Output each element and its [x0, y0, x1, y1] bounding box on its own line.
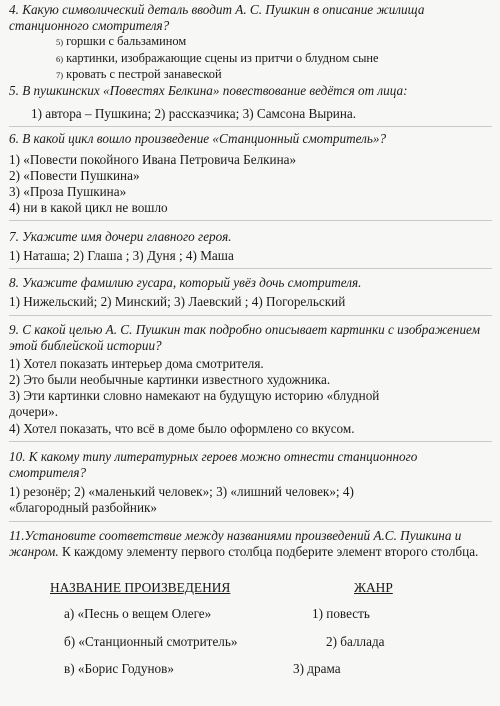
question-10: 10. К какому типу литературных героев можно отнести станционного смотрителя?	[9, 449, 418, 480]
table-header-work: НАЗВАНИЕ ПРОИЗВЕДЕНИЯ	[50, 580, 231, 595]
q10-answers-line1: 1) резонёр; 2) «маленький человек»; 3) «лишний человек»; 4)	[9, 484, 354, 499]
work-row-a: а) «Песнь о вещем Олеге»	[64, 606, 212, 621]
q4-option-2: 6) картинки, изображающие сцены из притчи о блудном сыне	[56, 51, 379, 65]
divider	[9, 220, 492, 221]
q6-option-1: 1) «Повести покойного Ивана Петровича Белкина»	[9, 152, 297, 167]
q4-option-1: 5) горшки с бальзамином	[56, 34, 187, 48]
q9-option-1: 1) Хотел показать интерьер дома смотрителя.	[9, 356, 264, 371]
question-8: 8. Укажите фамилию гусара, который увёз дочь смотрителя.	[9, 275, 362, 290]
q11-plain-part: К каждому элементу первого столбца подберите элемент второго столбца.	[58, 544, 479, 559]
q9-option-3: 3) Эти картинки словно намекают на будущую историю «блудной	[9, 388, 380, 403]
q4-option-3: 7) кровать с пестрой занавеской	[56, 67, 222, 81]
q6-option-3: 3) «Проза Пушкина»	[9, 184, 127, 199]
question-9: 9. С какой целью А. С. Пушкин так подробно описывает картинки с изображением этой библейской истории?	[9, 322, 480, 353]
q7-answers: 1) Наташа; 2) Глаша ; 3) Дуня ; 4) Маша	[9, 248, 234, 263]
work-row-c: в) «Борис Годунов»	[64, 661, 174, 676]
question-6: 6. В какой цикл вошло произведение «Станционный смотритель»?	[9, 131, 387, 146]
genre-row-1: 1) повесть	[312, 606, 370, 621]
q9-option-3-cont: дочери».	[9, 404, 58, 419]
divider	[9, 268, 492, 269]
q5-answers: 1) автора – Пушкина; 2) рассказчика; 3) Самсона Вырина.	[31, 106, 357, 121]
question-7: 7. Укажите имя дочери главного героя.	[9, 229, 232, 244]
q8-answers: 1) Нижельский; 2) Минский; 3) Лаевский ; 4) Погорельский	[9, 294, 346, 309]
genre-row-3: 3) драма	[293, 661, 341, 676]
question-4: 4. Какую символический деталь вводит А. С. Пушкин в описание жилища станционного смотрителя?	[9, 2, 425, 33]
divider	[9, 126, 492, 127]
q9-option-4: 4) Хотел показать, что всё в доме было оформлено со вкусом.	[9, 421, 355, 436]
q11-italic-part: 11.Установите соответствие между названиями произведений А.С. Пушкина и жанром.	[9, 528, 462, 559]
divider	[9, 521, 492, 522]
q9-option-2: 2) Это были необычные картинки известного художника.	[9, 372, 331, 387]
genre-row-2: 2) баллада	[326, 634, 385, 649]
q6-option-2: 2) «Повести Пушкина»	[9, 168, 140, 183]
q10-answers-line2: «благородный разбойник»	[9, 500, 158, 515]
work-row-b: б) «Станционный смотритель»	[64, 634, 238, 649]
question-5: 5. В пушкинских «Повестях Белкина» повествование ведётся от лица:	[9, 83, 408, 98]
divider	[9, 441, 492, 442]
question-11	[9, 528, 492, 560]
divider	[9, 315, 492, 316]
table-header-genre: ЖАНР	[354, 580, 393, 595]
q6-option-4: 4) ни в какой цикл не вошло	[9, 200, 168, 215]
